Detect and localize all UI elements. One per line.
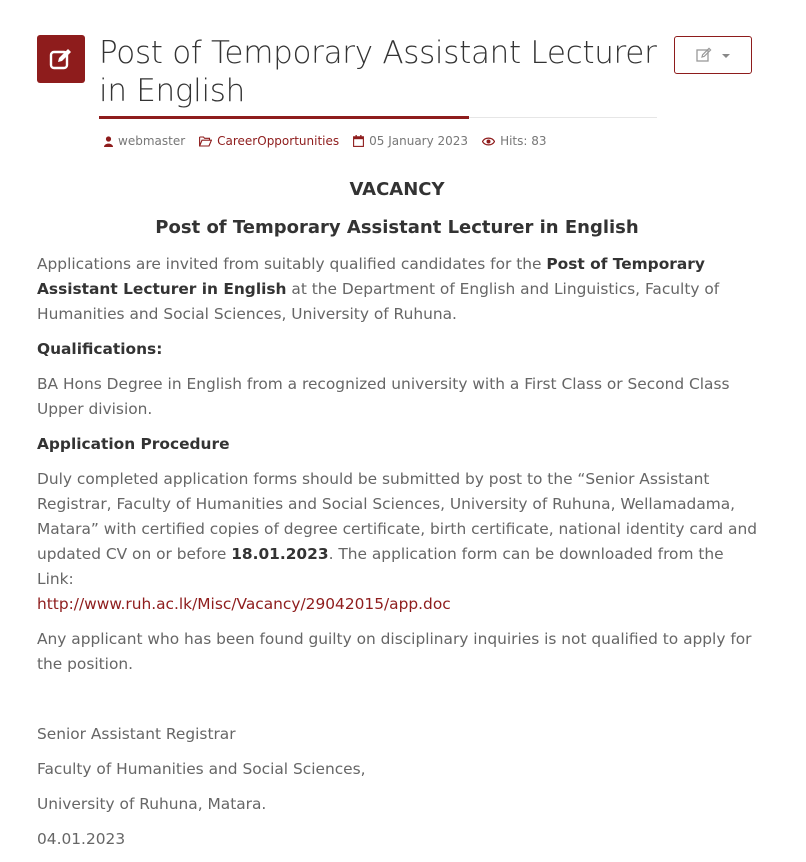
procedure-heading: Application Procedure: [37, 435, 230, 453]
edit-icon: [696, 47, 712, 63]
article-edit-dropdown-button[interactable]: [674, 36, 752, 74]
meta-category: [199, 134, 339, 148]
signature-title: Senior Assistant Registrar: [37, 725, 236, 743]
category-link[interactable]: CareerOpportunities: [217, 134, 340, 148]
meta-date: 05 January 2023: [353, 134, 468, 148]
post-heading: Post of Temporary Assistant Lecturer in English: [155, 217, 639, 238]
meta-author: webmaster: [104, 134, 185, 148]
page-title: Post of Temporary Assistant Lecturer in English: [99, 35, 657, 109]
article-meta: [104, 134, 561, 148]
meta-hits: Hits: 83: [482, 134, 546, 148]
article-body: [37, 176, 757, 862]
spacer: [37, 687, 757, 722]
eye-icon: [482, 137, 495, 146]
signature-faculty: Faculty of Humanities and Social Sciences,: [37, 760, 366, 778]
procedure-paragraph: Duly completed application forms should be submitted by post to the “Senior Assistant Registrar, Faculty of Humanities and Social Sciences, University of Ruhuna, Wellamadama, Matara” with certified copies of degree certificate, birth certificate, national identity card and updated CV on or before 18.01.2023. The application form can be downloaded from the Link: http://www.ruh.ac.lk/Misc/Vacancy/29042015/app.doc: [37, 470, 757, 613]
user-icon: [104, 136, 113, 147]
qualifications-heading: Qualifications:: [37, 340, 163, 358]
title-divider-accent: [99, 116, 469, 119]
signature-date: 04.01.2023: [37, 830, 126, 848]
qualifications-text: BA Hons Degree in English from a recognized university with a First Class or Second Class Upper division.: [37, 375, 730, 418]
chevron-down-icon: [722, 54, 730, 58]
folder-open-icon: [199, 136, 212, 147]
post-name: Post of Temporary Assistant Lecturer in English: [37, 255, 705, 298]
disqualification-paragraph: Any applicant who has been found guilty on disciplinary inquiries is not qualified to apply for the position.: [37, 630, 752, 673]
article-header: [37, 34, 757, 124]
intro-paragraph: Applications are invited from suitably qualified candidates for the Post of Temporary Assistant Lecturer in English at the Department of English and Linguistics, Faculty of Humanities and Social Sciences, University of Ruhuna.: [37, 255, 720, 323]
calendar-icon: [353, 135, 364, 147]
application-form-link[interactable]: http://www.ruh.ac.lk/Misc/Vacancy/29042015/app.doc: [37, 595, 451, 613]
signature-university: University of Ruhuna, Matara.: [37, 795, 267, 813]
deadline-date: 18.01.2023: [231, 545, 329, 563]
vacancy-heading: VACANCY: [349, 179, 445, 200]
edit-article-icon: [37, 35, 85, 83]
